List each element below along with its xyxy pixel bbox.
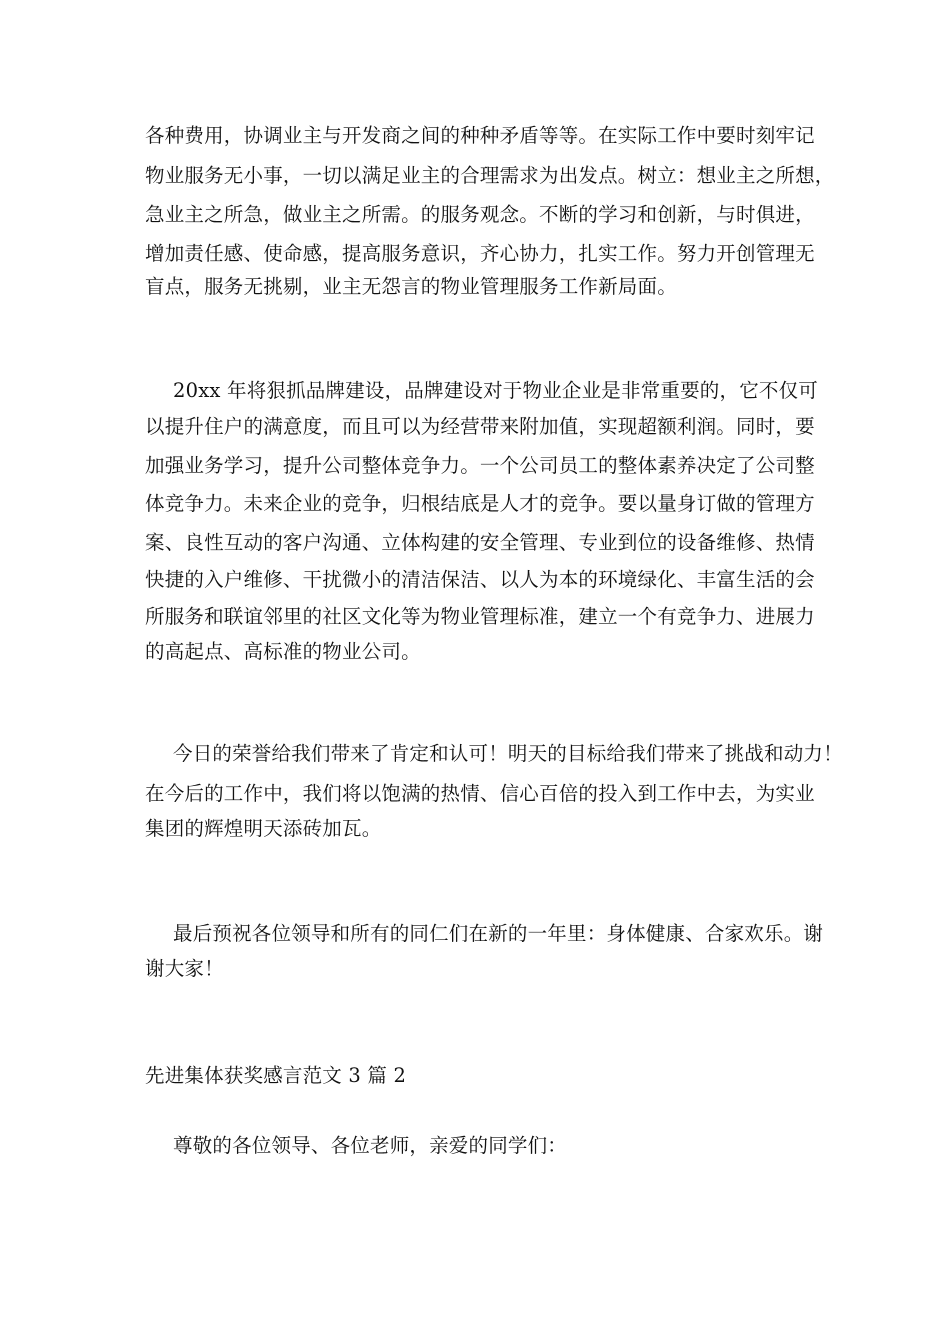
paragraph-3-line-2: 在今后的工作中，我们将以饱满的热情、信心百倍的投入到工作中去，为实业	[145, 782, 815, 805]
section-heading: 先进集体获奖感言范文 3 篇 2	[145, 1064, 407, 1087]
paragraph-4-line-1: 最后预祝各位领导和所有的同仁们在新的一年里：身体健康、合家欢乐。谢	[173, 922, 824, 945]
paragraph-2-line-1: 20xx 年将狠抓品牌建设，品牌建设对于物业企业是非常重要的，它不仅可	[173, 379, 819, 402]
paragraph-2-line-6: 快捷的入户维修、干扰微小的清洁保洁、以人为本的环境绿化、丰富生活的会	[145, 568, 815, 591]
paragraph-2-line-2: 以提升住户的满意度，而且可以为经营带来附加值，实现超额利润。同时，要	[145, 415, 815, 438]
paragraph-1-line-1: 各种费用，协调业主与开发商之间的种种矛盾等等。在实际工作中要时刻牢记	[145, 124, 815, 147]
paragraph-1-line-2: 物业服务无小事，一切以满足业主的合理需求为出发点。树立：想业主之所想，	[145, 164, 835, 187]
paragraph-2-line-4: 体竞争力。未来企业的竞争，归根结底是人才的竞争。要以量身订做的管理方	[145, 492, 815, 515]
paragraph-2-line-3: 加强业务学习，提升公司整体竞争力。一个公司员工的整体素养决定了公司整	[145, 454, 815, 477]
paragraph-2-line-8: 的高起点、高标准的物业公司。	[145, 640, 421, 663]
paragraph-1-line-4: 增加责任感、使命感，提高服务意识，齐心协力，扎实工作。努力开创管理无	[145, 242, 815, 265]
paragraph-3-line-1: 今日的荣誉给我们带来了肯定和认可！明天的目标给我们带来了挑战和动力！	[173, 742, 843, 765]
paragraph-4-line-2: 谢大家！	[145, 957, 224, 980]
salutation: 尊敬的各位领导、各位老师，亲爱的同学们：	[173, 1134, 568, 1157]
paragraph-2-line-5: 案、良性互动的客户沟通、立体构建的安全管理、专业到位的设备维修、热情	[145, 531, 815, 554]
paragraph-1-line-3: 急业主之所急，做业主之所需。的服务观念。不断的学习和创新，与时俱进，	[145, 203, 815, 226]
paragraph-1-line-5: 盲点，服务无挑剔，业主无怨言的物业管理服务工作新局面。	[145, 275, 677, 298]
paragraph-2-line-7: 所服务和联谊邻里的社区文化等为物业管理标准，建立一个有竞争力、进展力	[145, 605, 815, 628]
paragraph-3-line-3: 集团的辉煌明天添砖加瓦。	[145, 817, 382, 840]
